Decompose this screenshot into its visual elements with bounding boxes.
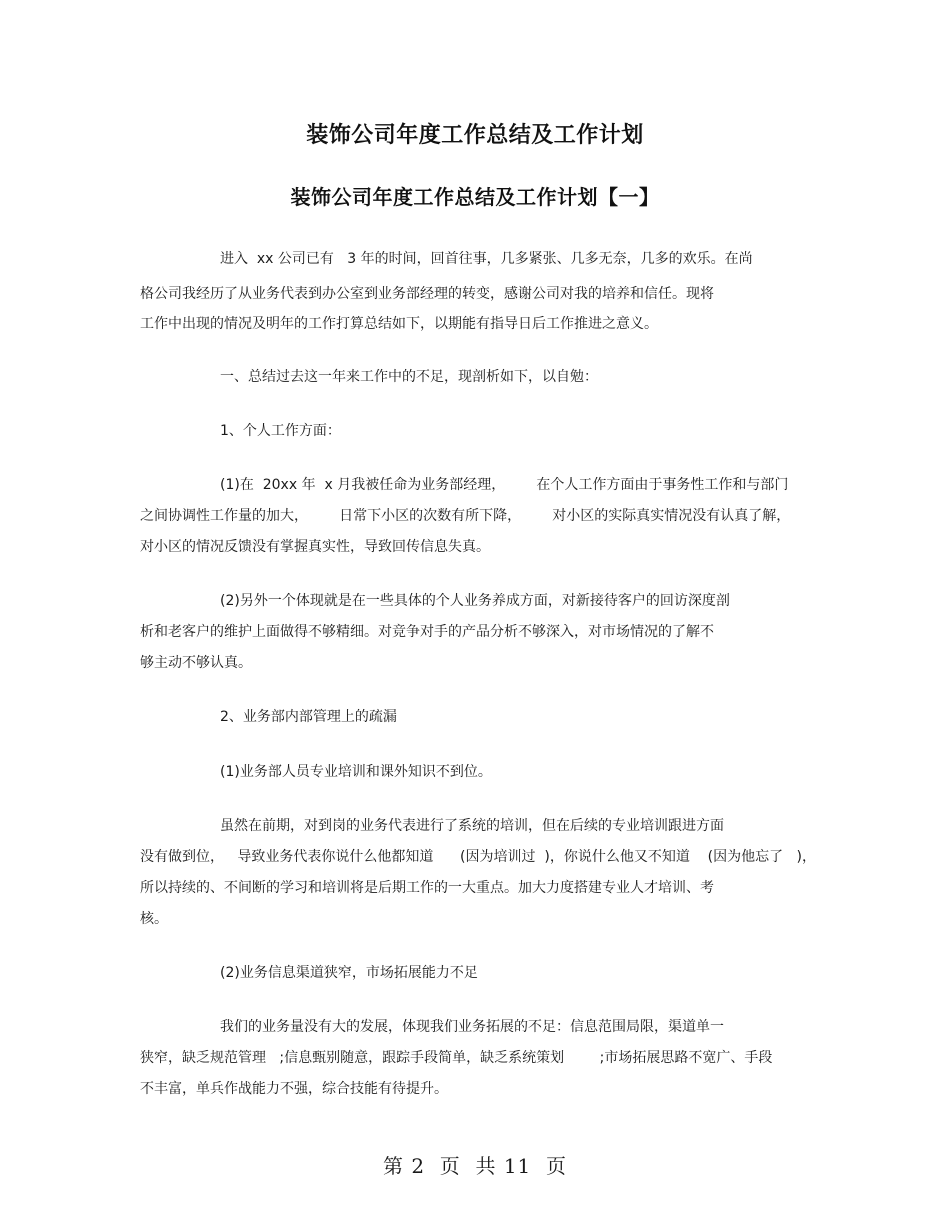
body-line: (2)另外一个体现就是在一些具体的个人业务养成方面，对新接待客户的回访深度剖 [220,593,730,609]
body-line: 工作中出现的情况及明年的工作打算总结如下，以期能有指导日后工作推进之意义。 [140,316,658,332]
body-line: 核。 [140,911,168,927]
page-number: 第 2 页 共 11 页 [382,1154,568,1178]
body-line: 对小区的情况反馈没有掌握真实性，导致回传信息失真。 [140,539,490,555]
body-line: 不丰富，单兵作战能力不强，综合技能有待提升。 [140,1081,448,1097]
body-line: (1)在 20xx 年 x 月我被任命为业务部经理， 在个人工作方面由于事务性工作和与部门 [220,477,789,493]
body-line: 没有做到位， 导致业务代表你说什么他都知道 (因为培训过 )，你说什么他又不知道 (因为他忘了 )， [140,849,816,865]
document-title: 装饰公司年度工作总结及工作计划 [306,122,644,148]
body-line: 之间协调性工作量的加大， 日常下小区的次数有所下降， 对小区的实际真实情况没有认真了解， [140,508,791,524]
heading-line: 一、总结过去这一年来工作中的不足，现剖析如下，以自勉： [220,369,598,385]
body-line: 格公司我经历了从业务代表到办公室到业务部经理的转变，感谢公司对我的培养和信任。现将 [140,286,714,302]
body-line: 析和老客户的维护上面做得不够精细。对竞争对手的产品分析不够深入，对市场情况的了解不 [140,624,714,640]
heading-line: (1)业务部人员专业培训和课外知识不到位。 [220,764,492,780]
body-line: 所以持续的、不间断的学习和培训将是后期工作的一大重点。加大力度搭建专业人才培训、考 [140,880,714,896]
heading-line: 2、业务部内部管理上的疏漏 [220,709,397,725]
body-line: 进入 xx 公司已有 3 年的时间，回首往事，几多紧张、几多无奈，几多的欢乐。在尚 [220,251,753,267]
body-line: 我们的业务量没有大的发展，体现我们业务拓展的不足：信息范围局限，渠道单一 [220,1019,724,1035]
section-title: 装饰公司年度工作总结及工作计划【一】 [290,185,660,209]
heading-line: (2)业务信息渠道狭窄，市场拓展能力不足 [220,965,478,981]
body-line: 够主动不够认真。 [140,655,252,671]
heading-line: 1、个人工作方面： [220,423,341,439]
body-line: 狭窄，缺乏规范管理 ;信息甄别随意，跟踪手段简单，缺乏系统策划 ;市场拓展思路不宽广、手段 [140,1050,773,1066]
body-line: 虽然在前期，对到岗的业务代表进行了系统的培训，但在后续的专业培训跟进方面 [220,818,724,834]
